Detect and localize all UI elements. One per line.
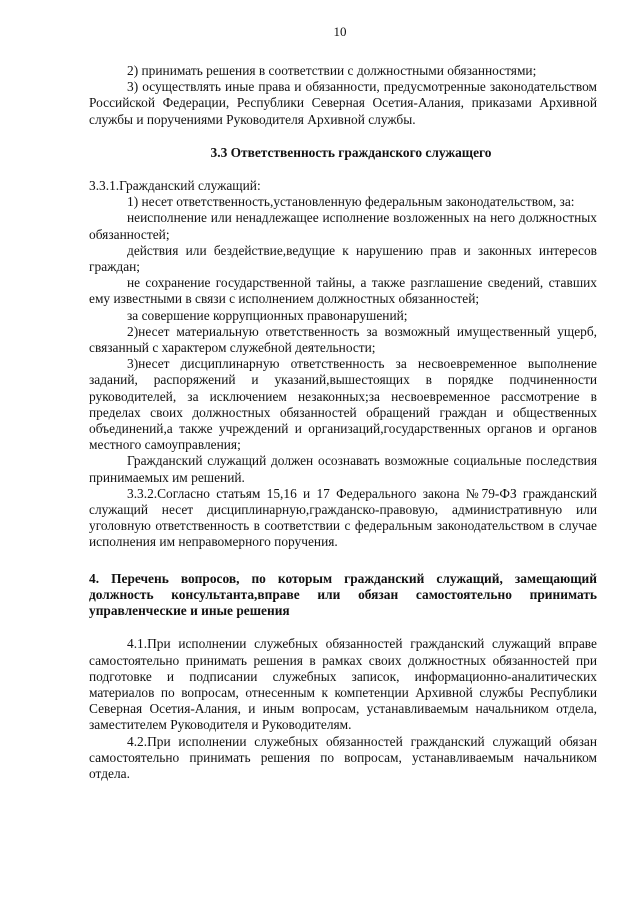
section-3-3-2-paragraph: 3.3.2.Согласно статьям 15,16 и 17 Федерального закона №79-ФЗ гражданский служащий несет дисциплинарную,гражданско-правовую, административную или уголовную ответственность в соответствии с федеральным законодательством в случае исполнения им неправомерного поручения. xyxy=(89,485,597,550)
liability-item: действия или бездействие,ведущие к нарушению прав и законных интересов граждан; xyxy=(89,242,597,275)
liability-item: 1) несет ответственность,установленную федеральным законодательством, за: xyxy=(127,194,575,210)
document-body xyxy=(89,63,597,782)
liability-item: за совершение коррупционных правонарушений; xyxy=(127,307,408,323)
paragraph-rights-3: 3) осуществлять иные права и обязанности, предусмотренные законодательством Российской Федерации, Республики Северная Осетия-Алания, приказами Архивной службы и поручениями Руководителя Архивной службы. xyxy=(89,79,597,127)
liability-item: неисполнение или ненадлежащее исполнение возложенных на него должностных обязанностей; xyxy=(89,210,597,242)
page-number: 10 xyxy=(333,24,347,39)
section-3-3-heading: 3.3 Ответственность гражданского служащего xyxy=(210,144,492,160)
liability-item: Гражданский служащий должен осознавать возможные социальные последствия принимаемых им решений. xyxy=(89,453,597,485)
section-3-3-1-intro: 3.3.1.Гражданский служащий: xyxy=(89,178,261,194)
section-4-2-paragraph: 4.2.При исполнении служебных обязанностей гражданский служащий обязан самостоятельно принимать решения по вопросам, устанавливаемым начальником отдела. xyxy=(89,733,597,781)
section-4-heading: 4. Перечень вопросов, по которым гражданский служащий, замещающий должность консультанта,вправе или обязан самостоятельно принимать управленческие и иные решения xyxy=(89,570,597,619)
liability-item: 2)несет материальную ответственность за возможный имущественный ущерб, связанный с характером служебной деятельности; xyxy=(89,323,597,356)
liability-item: 3)несет дисциплинарную ответственность за несвоевременное выполнение заданий, распоряжений и указаний,вышестоящих в порядке подчиненности руководителей, за исключением незаконных;за несвоевременное рассмотрение в пределах своих должностных обязанностей обращений граждан и общественных объединений,а также учреждений и организаций,государственных органов и органов местного самоуправления; xyxy=(89,356,597,453)
paragraph-rights-2: 2) принимать решения в соответствии с должностными обязанностями; xyxy=(127,63,537,78)
liability-item: не сохранение государственной тайны, а также разглашение сведений, ставших ему известными в связи с исполнением должностных обязанностей; xyxy=(89,275,597,307)
section-4-1-paragraph: 4.1.При исполнении служебных обязанностей гражданский служащий вправе самостоятельно принимать решения в рамках своих должностных обязанностей при подготовке и подписании служебных записок, информационно-аналитических материалов по вопросам, отнесенным к компетенции Архивной службы Республики Северная Осетия-Алания, и иным вопросам, устанавливаемым начальником отдела, заместителем Руководителя и Руководителям. xyxy=(89,636,597,733)
